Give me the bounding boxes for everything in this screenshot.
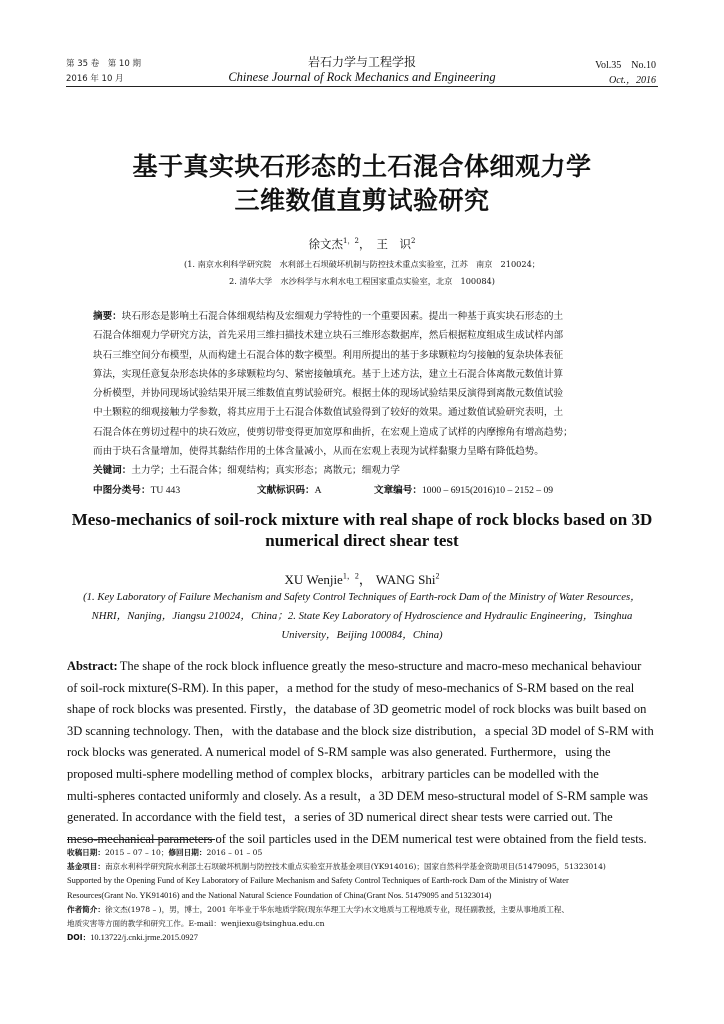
doc-code-label: 文献标识码： [257,484,315,496]
affil-cn-line1: (1. 南京水利科学研究院 水利部土石坝破坏机制与防控技术重点实验室，江苏 南京 210024； [184,259,540,269]
doc-code-value: A [314,484,322,496]
author-cn-2: 王 识 [376,237,411,251]
author-cn-1-sup: 1，2 [343,237,359,246]
abstract-cn-line: 中土颗粒的细观接触力学参数，将其应用于土石混合体数值试验得到了较好的效果。通过数值试验研究表明，土 [93,407,564,419]
abstract-en-label: Abstract: [67,659,118,673]
author-en-sep: ， [358,572,372,587]
doi: DOI：10.13722/j.cnki.jrme.2015.0927 [67,933,198,943]
classification-line [93,481,633,500]
abstract-en-line: multi-spheres contacted uniformly and closely. As a result，a 3D DEM meso-structural model of S-RM sample was [67,788,649,803]
abstract-cn-line: 石混合体在剪切过程中的块石效应，使剪切带变得更加宽厚和曲折，在宏观上造成了试样的内摩擦角有增高趋势； [93,426,573,438]
abstract-en-line: rock blocks was generated. A numerical model of S-RM sample was also generated. Furthermore，using the [67,745,611,760]
affil-en-line1: (1. Key Laboratory of Failure Mechanism and Safety Control Techniques of Earth-rock Dam of the Ministry of Water Resources， [83,591,641,603]
abstract-cn-line: 算法，实现任意复杂形态块体的多球颗粒均匀、紧密接触填充。基于上述方法，建立土石混合体离散元数值计算 [93,368,564,380]
received-date: 收稿日期：2015 – 07 – 10；修回日期：2016 – 01 – 05 [67,848,263,857]
clc-label: 中图分类号： [93,484,151,496]
fund-cn: 基金项目：南京水利科学研究院水利部土石坝破坏机制与防控技术重点实验室开放基金项目(YK914016)；国家自然科学基金资助项目(51479095，51323014) [67,862,606,872]
fund-en-line1: Supported by the Opening Fund of Key Laboratory of Failure Mechanism and Safety Control Techniques of Earth-rock Dam of the Ministry of Water [67,876,569,886]
abstract-en-line: meso-mechanical parameters of the soil particles used in the DEM numerical test were obtained from the field tests. [67,831,647,846]
abstract-en-line: proposed multi-sphere modelling method of complex blocks，arbitrary particles can be modelled with the [67,766,599,781]
abstract-cn-label: 摘要： [93,311,122,322]
abstract-en-line: shape of rock blocks was presented. Firstly，the database of 3D geometric model of rock blocks was built based on [67,702,647,717]
affil-en-line3: University，Beijing 100084，China) [281,629,443,641]
footnotes [67,846,658,945]
clc-value: TU 443 [150,484,181,496]
abstract-cn-line: 分析模型，并协同现场试验结果开展三维数值直剪试验研究。根据土体的现场试验结果反演得到离散元数值试验 [93,388,564,400]
title-en-line1: Meso-mechanics of soil-rock mixture with real shape of rock blocks based on 3D [71,510,653,529]
header-volume-en: Vol.35 No.10 [595,60,656,71]
keywords-cn [93,461,633,480]
header-date-en: Oct.，2016 [609,75,656,86]
keywords-cn-label: 关键词： [93,465,132,477]
abstract-en-line: of soil-rock mixture(S-RM). In this paper，a method for the study of meso-mechanics of S-RM based on the real [67,680,635,695]
article-no-label: 文章编号： [374,484,422,496]
title-cn-line2: 三维数值直剪试验研究 [234,186,490,215]
article-no-value: 1000 – 6915(2016)10 – 2152 – 09 [421,484,554,496]
abstract-cn-line: 石混合体细观力学研究方法，首先采用三维扫描技术建立块石三维形态数据库，然后根据粒度组成生成试样内部 [93,330,564,342]
header-volume-cn: 第 35 卷 第 10 期 [66,59,141,69]
affil-cn-line2: 2. 清华大学 水沙科学与水利水电工程国家重点实验室，北京 100084) [229,276,495,286]
abstract-en-line: The shape of the rock block influence greatly the meso-structure and macro-meso mechanical behaviour [119,659,642,673]
header-date-cn: 2016 年 10 月 [66,74,124,84]
abstract-cn [93,307,633,500]
header-rule [66,86,658,87]
author-en-2: WANG Shi [375,572,436,587]
title-cn-line1: 基于真实块石形态的土石混合体细观力学 [132,152,592,181]
footnote-rule [67,839,215,840]
header-journal-cn: 岩石力学与工程学报 [307,55,416,69]
author-en-2-sup: 2 [435,571,440,581]
affil-en-line2: NHRI，Nanjing，Jiangsu 210024，China；2. State Key Laboratory of Hydroscience and Hydraulic Engineering，Tsinghua [91,610,633,622]
authors-en [0,569,724,588]
author-cn-2-sup: 2 [410,237,416,246]
abstract-en-line: generated. In accordance with the field test，a series of 3D numerical direct shear tests were carried out. The [67,810,613,825]
abstract-cn-line: 块石形态是影响土石混合体细观结构及宏细观力学特性的一个重要因素。提出一种基于真实块石形态的土 [121,311,564,322]
author-bio: 作者简介：徐文杰(1978 – )，男，博士，2001 年毕业于华东地质学院(现东华理工大学)水文地质与工程地质专业，现任副教授，主要从事地质工程、 [67,904,569,914]
keywords-cn-text: 土力学；土石混合体；细观结构；真实形态；离散元；细观力学 [131,465,400,477]
abstract-en-line: 3D scanning technology. Then，with the database and the block size distribution，a special 3D model of S-RM with [67,723,654,738]
title-en-line2: numerical direct shear test [265,531,459,550]
abstract-en [67,656,658,850]
header-journal-en: Chinese Journal of Rock Mechanics and Engineering [228,70,496,84]
author-cn-sep: ， [358,237,371,251]
authors-cn [0,236,724,252]
fund-en-line2: Resources(Grant No. YK914016) and the National Natural Science Foundation of China(Grant Nos. 51479095 and 51323014) [67,890,492,900]
author-en-1: XU Wenjie [284,572,343,587]
author-bio-line2: 地质灾害等方面的教学和研究工作。E-mail：wenjiexu@tsinghua.edu.cn [67,919,325,929]
abstract-cn-line: 而由于块石含量增加，使得其黏结作用的土体含量减小，从而在宏观上表现为试样黏聚力呈略有降低趋势。 [93,446,544,458]
author-en-1-sup: 1，2 [342,571,359,581]
abstract-cn-line: 块石三维空间分布模型，从而构建土石混合体的数字模型。利用所提出的基于多球颗粒均匀接触的复杂块体表征 [93,349,564,361]
author-cn-1: 徐文杰 [308,237,344,251]
